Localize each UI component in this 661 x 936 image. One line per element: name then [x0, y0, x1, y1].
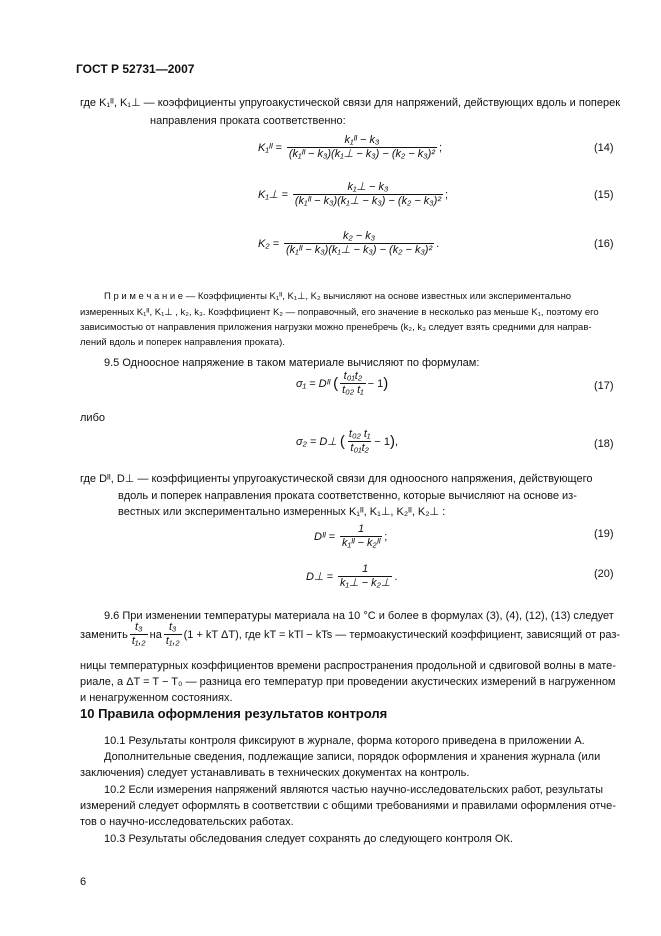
equation-19-lhs: Dᴵᴵ =: [314, 530, 335, 543]
replace-word: заменить: [80, 628, 128, 641]
equation-18-fraction: [347, 428, 372, 455]
note-line-2: измеренных K₁ᴵᴵ, K₁⊥ , k₂, k₃. Коэффициент K₂ — поправочный, его значение в несколько раз меньше K₁, поэтому его: [80, 307, 599, 318]
equation-18-open-paren: (: [339, 433, 345, 450]
equation-15-end: ;: [445, 188, 449, 201]
equation-19-number: (19): [594, 528, 614, 540]
equation-17-numerator: t₀₁t₂: [343, 370, 363, 382]
ratio-fraction-1-denominator: t₁,₂: [131, 635, 146, 647]
d-coef-line-3: вестных или экспериментально измеренных K₁ᴵᴵ, K₁⊥, K₂ᴵᴵ, K₂⊥ :: [118, 506, 446, 518]
paragraph-10-line-6: тов о научно-исследовательских работах.: [80, 816, 294, 828]
equation-17-denominator: t₀₂ t₁: [342, 384, 364, 396]
note-line-1: П р и м е ч а н и е — Коэффициенты K₁ᴵᴵ, K₁⊥, K₂ вычисляют на основе известных или экспериментально: [104, 291, 572, 302]
note-line-4: лений вдоль и поперек направления проката).: [80, 337, 285, 348]
equation-18-lhs: σ₂ = D⊥: [296, 436, 337, 448]
equation-16-numerator: k₂ − k₃: [343, 230, 376, 242]
paragraph-9-6-line-1: 9.6 При изменении температуры материала на 10 °С и более в формулах (3), (4), (12), (13) следует: [104, 610, 614, 622]
equation-18-close-paren: ): [389, 433, 395, 450]
equation-20-fraction: [338, 563, 392, 590]
equation-18-numerator: t₀₂ t₁: [348, 428, 371, 440]
paragraph-10-line-2: Дополнительные сведения, подлежащие записи, порядок оформления и хранения журнала (или: [104, 751, 601, 763]
intro-line-1: где K₁ᴵᴵ, K₁⊥ — коэффициенты упругоакустической связи для напряжений, действующих вдоль и поперек: [80, 97, 621, 109]
equation-18-number: (18): [594, 438, 614, 450]
page-number: 6: [80, 876, 87, 888]
ratio-fraction-1: [130, 621, 148, 648]
equation-19-numerator: 1: [358, 523, 365, 535]
equation-15-denominator: (k₁ᴵᴵ − k₃)(k₁⊥ − k₃) − (k₂ − k₃)²: [294, 195, 441, 207]
equation-16-end: .: [436, 237, 440, 250]
ratio-fraction-1-numerator: t₃: [135, 621, 143, 633]
paragraph-9-6-line-3: ницы температурных коэффициентов времени распространения продольной и сдвиговой волны в мате-: [80, 660, 616, 672]
thermo-coef-text: (1 + kT ΔT), где kT = kTl − kTs — термоакустический коэффициент, зависящий от раз-: [183, 628, 621, 641]
paragraph-10-line-4: 10.2 Если измерения напряжений являются частью научно-исследовательских работ, результаты: [104, 784, 604, 796]
equation-15-fraction: [293, 181, 443, 208]
equation-17-open-paren: (: [333, 375, 339, 392]
paragraph-10-line-7: 10.3 Результаты обследования следует сохранять до следующего контроля ОК.: [104, 833, 513, 845]
equation-17-lhs: σ₁ = Dᴵᴵ: [296, 377, 331, 390]
equation-20: [306, 563, 397, 590]
equation-17-fraction: [340, 370, 365, 397]
equation-20-numerator: 1: [362, 563, 369, 575]
equation-20-number: (20): [594, 568, 614, 580]
equation-15-lhs: K₁⊥ =: [258, 189, 288, 201]
equation-17-number: (17): [594, 380, 614, 392]
equation-18: [296, 428, 398, 455]
paragraph-10-line-5: измерений следует оформлять в соответствии с общими требованиями и правилами оформления отче-: [80, 800, 616, 812]
equation-17: [296, 370, 388, 397]
ratio-fraction-2-denominator: t₁,₂: [165, 635, 180, 647]
equation-14-end: ;: [438, 141, 443, 154]
libo-text: либо: [80, 412, 105, 424]
equation-19-end: ;: [384, 530, 388, 543]
paragraph-9-6-line-4: риале, а ΔT = T − T₀ — разница его температур при проведении акустических измерений в нагруженном: [80, 676, 616, 688]
document-header: ГОСТ Р 52731—2007: [76, 62, 195, 76]
paragraph-9-6-line-5: и ненагруженном состояниях.: [80, 692, 233, 704]
paragraph-9-6-line-2: [80, 621, 620, 648]
paragraph-10-line-1: 10.1 Результаты контроля фиксируют в журнале, форма которого приведена в приложении А.: [104, 735, 585, 747]
equation-19-fraction: [340, 523, 382, 550]
equation-16: [258, 230, 439, 257]
equation-20-denominator: k₁⊥ − k₂⊥: [340, 577, 391, 589]
section-10-title: 10 Правила оформления результатов контроля: [80, 706, 388, 721]
ratio-fraction-2: [164, 621, 182, 648]
paragraph-10-line-3: заключения) следует устанавливать в технических документах на контроль.: [80, 767, 470, 779]
intro-line-2: направления проката соответственно:: [150, 115, 346, 127]
equation-18-end: ,: [394, 435, 399, 448]
ratio-fraction-2-numerator: t₃: [169, 621, 177, 633]
equation-14-number: (14): [594, 142, 614, 154]
d-coef-line-2: вдоль и поперек направления проката соответственно, которые вычисляют на основе из-: [118, 490, 577, 502]
equation-15-number: (15): [594, 189, 614, 201]
equation-20-end: .: [394, 570, 398, 583]
equation-16-number: (16): [594, 238, 614, 250]
note-line-3: зависимостью от направления приложения нагрузки можно пренебречь (k₂, k₃ следует взять средними для направ-: [80, 322, 592, 333]
equation-16-lhs: K₂ =: [258, 237, 280, 250]
d-coef-line-1: где Dᴵᴵ, D⊥ — коэффициенты упругоакустической связи для одноосного напряжения, действующего: [80, 473, 593, 485]
equation-19-denominator: k₁ᴵᴵ − k₂ᴵᴵ: [341, 537, 381, 549]
equation-19: [314, 523, 387, 550]
equation-16-fraction: [284, 230, 434, 257]
equation-14-denominator: (k₁ᴵᴵ − k₃)(k₁⊥ − k₃) − (k₂ − k₃)²: [288, 148, 435, 160]
on-word: на: [149, 628, 162, 641]
equation-15-numerator: k₁⊥ − k₃: [347, 181, 389, 193]
equation-17-close-paren: ): [383, 375, 389, 392]
equation-14-numerator: k₁ᴵᴵ − k₃: [344, 134, 380, 146]
equation-18-tail: − 1: [374, 435, 390, 448]
equation-16-denominator: (k₁ᴵᴵ − k₃)(k₁⊥ − k₃) − (k₂ − k₃)²: [286, 244, 433, 256]
equation-15: [258, 181, 448, 208]
equation-20-lhs: D⊥ =: [306, 571, 334, 583]
equation-14: [258, 134, 442, 161]
equation-14-fraction: [287, 134, 437, 161]
equation-18-denominator: t₀₁t₂: [350, 442, 369, 454]
paragraph-9-5: 9.5 Одноосное напряжение в таком материале вычисляют по формулам:: [104, 357, 480, 369]
equation-17-tail: − 1: [367, 377, 384, 390]
equation-14-lhs: K₁ᴵᴵ =: [258, 141, 282, 154]
